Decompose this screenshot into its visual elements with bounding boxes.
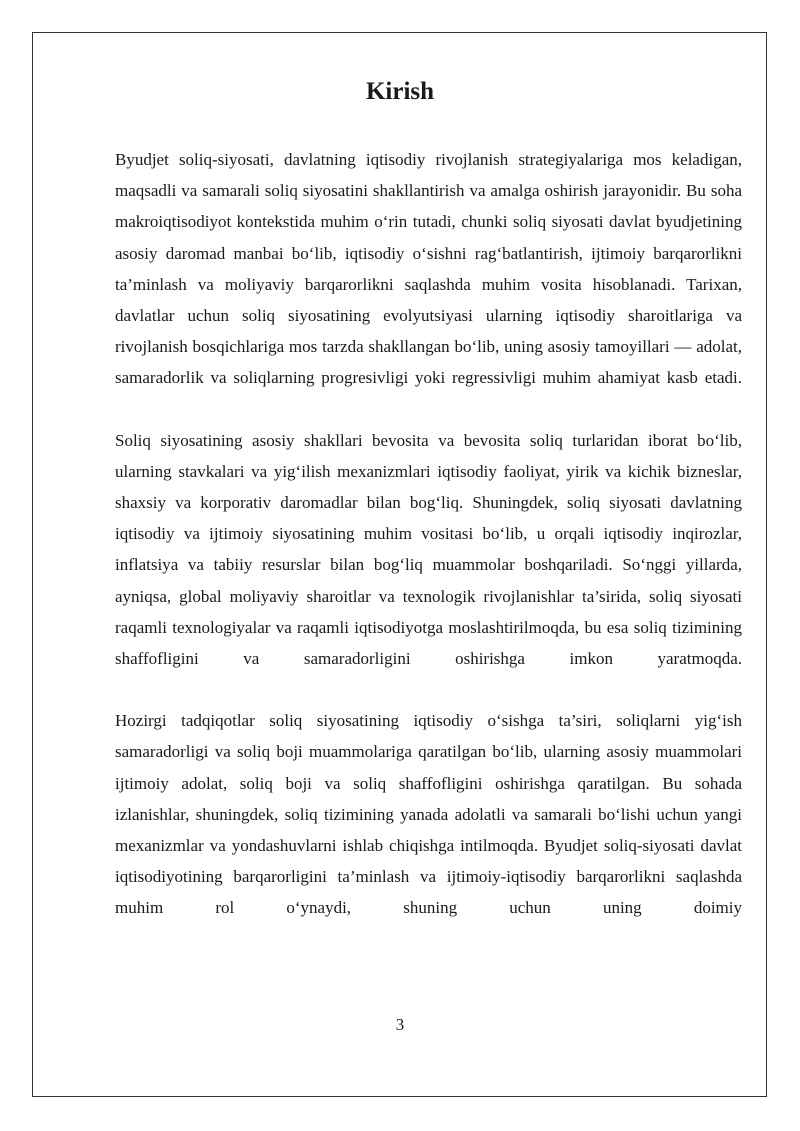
paragraph-1: Byudjet soliq-siyosati, davlatning iqtisodiy rivojlanish strategiyalariga mos keladigan, maqsadli va samarali soliq siyosatini shakllantirish va amalga oshirish jarayonidir. Bu soha makroiqtisodiyot kontekstida muhim o‘rin tutadi, chunki soliq siyosati davlat byudjetining asosiy daromad manbai bo‘lib, iqtisodiy o‘sishni rag‘batlantirish, ijtimoiy barqarorlikni ta’minlash va moliyaviy barqarorlikni saqlashda muhim vosita hisoblanadi. Tarixan, davlatlar uchun soliq siyosatining evolyutsiyasi ularning iqtisodiy sharoitlariga va rivojlanish bosqichlariga mos tarzda shakllangan bo‘lib, uning asosiy tamoyillari — adolat, samaradorlik va soliqlarning progresivligi yoki regressivligi muhim ahamiyat kasb etadi. <box>115 150 742 388</box>
page-number: 3 <box>395 1015 405 1034</box>
body-text <box>115 144 742 924</box>
paragraph-2: Soliq siyosatining asosiy shakllari bevosita va bevosita soliq turlaridan iborat bo‘lib, ularning stavkalari va yig‘ilish mexanizmlari iqtisodiy faoliyat, yirik va kichik bizneslar, shaxsiy va korporativ daromadlar bilan bog‘liq. Shuningdek, soliq siyosati davlatning iqtisodiy va ijtimoiy siyosatining muhim vositasi bo‘lib, u orqali iqtisodiy inqirozlar, inflatsiya va tabiiy resurslar bilan bog‘liq muammolar boshqariladi. So‘nggi yillarda, ayniqsa, global moliyaviy sharoitlar va texnologik rivojlanishlar ta’sirida, soliq siyosati raqamli texnologiyalar va raqamli iqtisodiyotga moslashtirilmoqda, bu esa soliq tizimining shaffofligini va samaradorligini oshirishga imkon yaratmoqda. <box>115 430 742 669</box>
page-title: Kirish <box>365 78 435 105</box>
paragraph-3: Hozirgi tadqiqotlar soliq siyosatining iqtisodiy o‘sishga ta’siri, soliqlarni yig‘ish samaradorligi va soliq boji muammolariga qaratilgan bo‘lib, ularning asosiy muammolari ijtimoiy adolat, soliq boji va soliq shaffofligini oshirishga qaratilgan. Bu sohada izlanishlar, shuningdek, soliq tizimining yanada adolatli va samarali bo‘lishi uchun yangi mexanizmlar va yondashuvlarni ishlab chiqishga intilmoqda. Byudjet soliq-siyosati davlat iqtisodiyotining barqarorligini ta’minlash va ijtimoiy-iqtisodiy barqarorlikni saqlashda muhim rol o‘ynaydi, shuning uchun uning doimiy <box>115 711 742 918</box>
